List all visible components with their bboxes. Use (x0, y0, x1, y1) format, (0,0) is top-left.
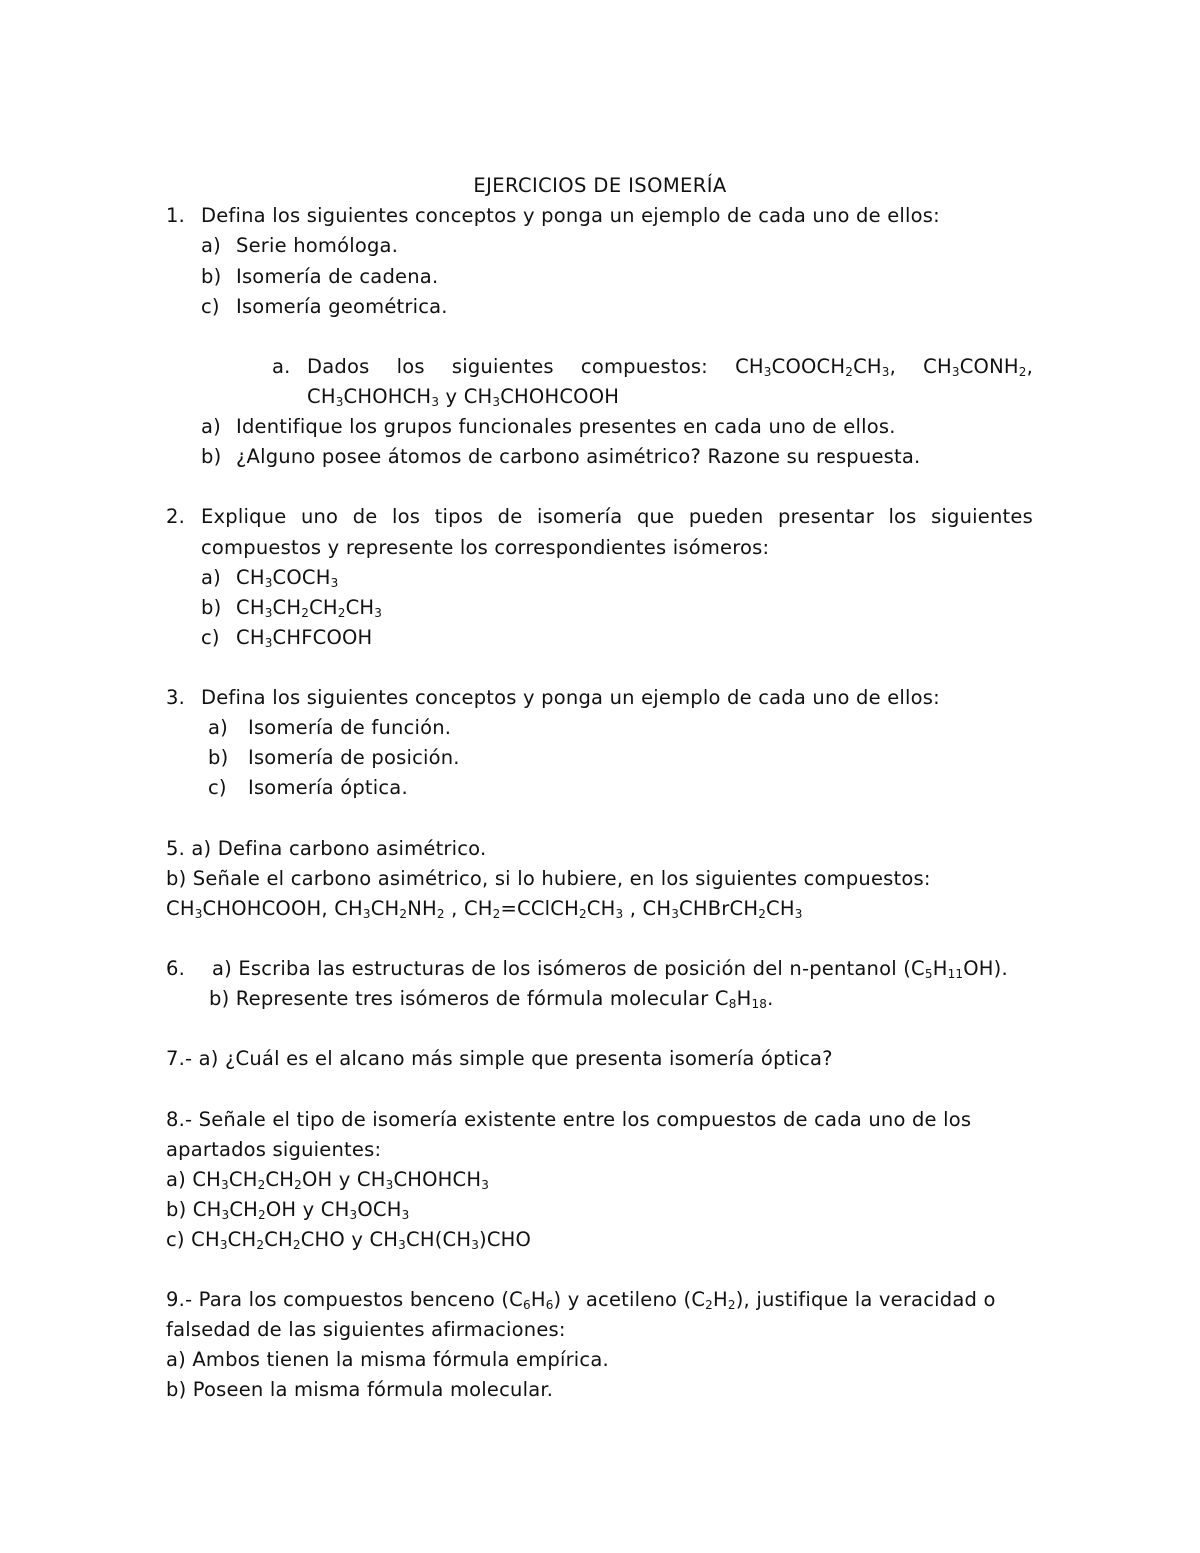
q1-sub-word: Dados (307, 355, 370, 378)
q1-item-b-text: Isomería de cadena. (236, 265, 439, 288)
q1-sub-word: los (396, 355, 425, 378)
q1-item2-b-label: b) (201, 445, 222, 468)
q1-sub-line2 (307, 383, 619, 411)
q1-sub-conj: y (439, 385, 464, 408)
q1-sub-line1 (307, 353, 1033, 381)
q2-item-a-formula: $CH_3COCH_3$ (236, 566, 339, 590)
q1-item-c-text: Isomería geométrica. (236, 295, 448, 318)
q1-item-c-label: c) (201, 295, 220, 318)
q1-sub-formula: $CH_3COOCH_2CH_3$, (735, 355, 897, 379)
q2-line2: compuestos y represente los correspondientes isómeros: (201, 536, 770, 559)
q5-line2: b) Señale el carbono asimétrico, si lo hubiere, en los siguientes compuestos: (166, 867, 931, 890)
q3-item-c-text: Isomería óptica. (248, 776, 408, 799)
q1-number: 1. (166, 204, 186, 227)
q1-item-a-label: a) (201, 234, 221, 257)
q1-sub-formula-a: $CH_3CHOHCH_3$ (307, 385, 440, 409)
q5-line3: $CH_3CHOHCOOH$, $CH_3CH_2NH_2$ , $CH_2=CClCH_2CH_3$ , $CH_3CHBrCH_2CH_3$ (166, 897, 803, 921)
q2-word: que (636, 505, 675, 528)
q2-word: pueden (688, 505, 764, 528)
q2-word: isomería (536, 505, 623, 528)
q1-item2-a-label: a) (201, 415, 221, 438)
q1-item2-b-text: ¿Alguno posee átomos de carbono asimétrico? Razone su respuesta. (236, 445, 921, 468)
q2-word: los (888, 505, 917, 528)
q1-item-a-text: Serie homóloga. (236, 234, 399, 257)
q2-item-b-formula: $CH_3CH_2CH_2CH_3$ (236, 596, 383, 620)
q2-line1 (201, 503, 1033, 531)
q8-item-a: a) $CH_3CH_2CH_2OH$ y $CH_3CHOHCH_3$ (166, 1168, 490, 1192)
q2-word: de (497, 505, 523, 528)
q2-word: Explique (201, 505, 287, 528)
q3-item-a-text: Isomería de función. (248, 716, 452, 739)
q8-line2: apartados siguientes: (166, 1138, 382, 1161)
q9-line1: 9.- Para los compuestos benceno $(C_6H_6)$ y acetileno $(C_2H_2)$, justifique la veracidad o (166, 1288, 996, 1312)
q9-item-b: b) Poseen la misma fórmula molecular. (166, 1378, 554, 1401)
q2-word: presentar (778, 505, 874, 528)
q2-word: siguientes (931, 505, 1033, 528)
q1-sub-word: siguientes (451, 355, 554, 378)
q2-item-c-formula: $CH_3CHFCOOH$ (236, 626, 373, 650)
q3-item-b-label: b) (208, 746, 229, 769)
q3-item-a-label: a) (208, 716, 228, 739)
q9-line2: falsedad de las siguientes afirmaciones: (166, 1318, 566, 1341)
q7-line1: 7.- a) ¿Cuál es el alcano más simple que presenta isomería óptica? (166, 1047, 833, 1070)
q1-sub-formula: $CH_3CONH_2$, (923, 355, 1033, 379)
q8-line1: 8.- Señale el tipo de isomería existente entre los compuestos de cada uno de los (166, 1108, 972, 1131)
q1-sub-label: a. (272, 355, 291, 378)
q1-item2-a-text: Identifique los grupos funcionales presentes en cada uno de ellos. (236, 415, 896, 438)
q8-item-b: b) $CH_3CH_2OH$ y $CH_3OCH_3$ (166, 1198, 410, 1222)
q3-item-c-label: c) (208, 776, 227, 799)
q2-word: tipos (434, 505, 484, 528)
q6-line2: b) Represente tres isómeros de fórmula molecular $C_8H_{18}$. (209, 987, 774, 1011)
q9-item-a: a) Ambos tienen la misma fórmula empírica. (166, 1348, 609, 1371)
q2-word: de (352, 505, 378, 528)
q3-text: Defina los siguientes conceptos y ponga un ejemplo de cada uno de ellos: (201, 686, 940, 709)
q1-sub-formula-b: $CH_3CHOHCOOH$ (463, 385, 620, 409)
q1-item-b-label: b) (201, 265, 222, 288)
q3-number: 3. (166, 686, 186, 709)
q6-number: 6. (166, 957, 186, 980)
q1-text: Defina los siguientes conceptos y ponga un ejemplo de cada uno de ellos: (201, 204, 940, 227)
page-title: EJERCICIOS DE ISOMERÍA (473, 174, 727, 197)
q2-item-b-label: b) (201, 596, 222, 619)
q2-word: los (392, 505, 421, 528)
q2-item-a-label: a) (201, 566, 221, 589)
q8-item-c: c) $CH_3CH_2CH_2CHO$ y $CH_3CH(CH_3)CHO$ (166, 1228, 532, 1252)
q6-line1: a) Escriba las estructuras de los isómeros de posición del n-pentanol $(C_5H_{11}OH)$. (212, 957, 1008, 981)
q2-item-c-label: c) (201, 626, 220, 649)
q2-number: 2. (166, 505, 186, 528)
q2-word: uno (300, 505, 339, 528)
q3-item-b-text: Isomería de posición. (248, 746, 460, 769)
q5-line1: 5. a) Defina carbono asimétrico. (166, 837, 487, 860)
q1-sub-word: compuestos: (580, 355, 708, 378)
